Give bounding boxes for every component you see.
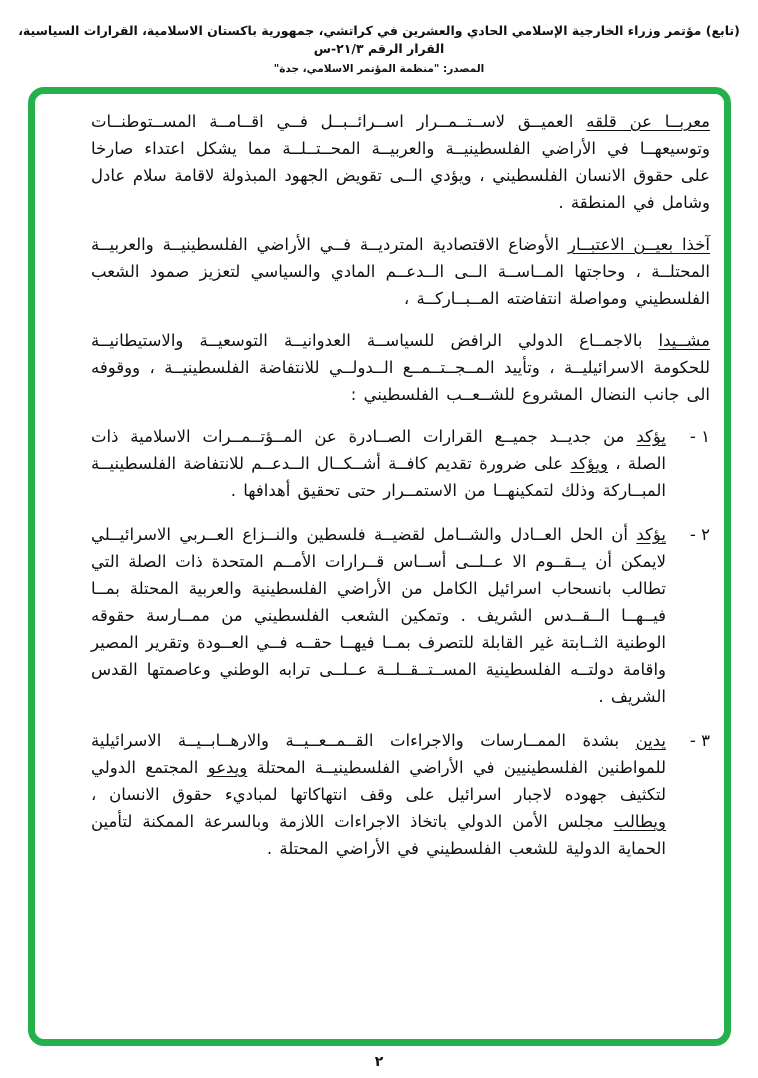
underlined-text: يؤكد <box>636 525 666 544</box>
underlined-text: يؤكد <box>636 427 666 446</box>
underlined-text: ويطالب <box>613 812 666 831</box>
text-segment: بالاجمــاع الدولي الرافض للسياســة العدوانيــة التوسعيــة والاستيطانيــة للحكومة الاسرائيليــة ، وتأييد المــجــتــمــع الــدولــي للانتفاضة الفلسطينيــة ، ووقوفه الى جانب النضال المشروع للشــعــب الفلسطيني : <box>91 331 710 404</box>
text-segment: مجلس الأمن الدولي باتخاذ الاجراءات اللازمة وبالسرعة الممكنة لتأمين الحماية الدولية للشعب الفلسطيني في الأراضي المحتلة . <box>91 812 666 858</box>
header-title: (تابع) مؤتمر وزراء الخارجية الإسلامي الحادي والعشرين في كراتشي، جمهورية باكستان الاسلامية، القرارات السياسية، القرار الرقم ٢١/٣-س <box>18 23 740 56</box>
text-segment: بشدة الممــارسات والاجراءات القــمــعــيــة والارهــابــيــة الاسرائيلية للمواطنين الفلسطينيين في الأراضي الفلسطينيــة المحتلة <box>91 731 666 777</box>
preamble-paragraphs <box>91 108 710 408</box>
text-segment: المجتمع الدولي لتكثيف جهوده لاجبار اسرائيل على وقف انتهاكاتها لمباديء حقوق الانسان ، <box>91 758 666 804</box>
paragraph <box>91 231 710 312</box>
text-segment: من جديــد جميــع القرارات الصــادرة عن المــؤتــمــرات الاسلامية ذات الصلة ، <box>91 427 667 473</box>
numbered-item <box>91 727 710 862</box>
underlined-text: معربــا عن قلقه <box>586 112 710 131</box>
resolution-items <box>91 423 710 862</box>
paragraph <box>91 327 710 408</box>
text-segment: العميــق لاســتــمــرار اســرائــبــل فــي اقــامــة المســتوطنــات وتوسيعهــا في الأراضي الفلسطينيــة والعربيــة المحــتــلــة مما يشكل اعتداء صارخا على حقوق الانسان الفلسطيني ، ويؤدي الــى تقويض الجهود المبذولة لاقامة سلام عادل وشامل في المنطقة . <box>91 112 710 212</box>
item-number: ٣ - <box>689 731 710 750</box>
item-text <box>91 423 666 504</box>
paragraph <box>91 108 710 216</box>
underlined-text: ويؤكد <box>570 454 608 473</box>
text-segment: الأوضاع الاقتصادية المترديــة فــي الأراضي الفلسطينيــة والعربيــة المحتلــة ، وحاجتها المــاســة الــى الــدعــم المادي والسياسي لتعزيز صمود الشعب الفلسطيني ومواصلة انتفاضته المــبــاركــة ، <box>91 235 710 308</box>
item-number: ١ - <box>689 427 710 446</box>
numbered-item <box>91 521 710 710</box>
text-segment: على ضرورة تقديم كافــة أشــكــال الــدعــم للانتفاضة الفلسطينيــة المبــاركة وذلك لتمكينهــا من الاستمــرار حتى تحقيق أهدافها . <box>91 454 666 500</box>
item-text <box>91 521 666 710</box>
underlined-text: ويدعو <box>207 758 248 777</box>
page-number: ٢ <box>374 1054 384 1070</box>
green-border-box <box>28 87 731 1046</box>
item-text <box>91 727 666 862</box>
underlined-text: آخذا بعيــن الاعتبــار <box>568 235 710 254</box>
underlined-text: مشــيدا <box>658 331 710 350</box>
header-source: المصدر: "منظمة المؤتمر الاسلامي، جدة" <box>273 63 485 75</box>
item-number: ٢ - <box>689 525 710 544</box>
numbered-item <box>91 423 710 504</box>
text-segment: أن الحل العــادل والشــامل لقضيــة فلسطين والنــزاع العــربي الاسرائيــلي لايمكن أن يــقــوم الا عــلــى أســاس قــرارات الأمــم المتحدة ذات الصلة التي تطالب بانسحاب اسرائيل الكامل من الأراضي الفلسطينية والعربية المحتلة بمــا فيــهــا الــقــدس الشريف . وتمكين الشعب الفلسطيني من ممــارسة حقوقه الوطنية الثــابتة غير القابلة للتصرف بمــا فيهــا حقــه فــي العــودة وتقرير المصير واقامة دولتــه الفلسطينية المســتــقــلــة عــلــى ترابه الوطني وعاصمتها القدس الشريف . <box>91 525 666 706</box>
underlined-text: يدين <box>635 731 666 750</box>
document-header <box>0 22 758 75</box>
